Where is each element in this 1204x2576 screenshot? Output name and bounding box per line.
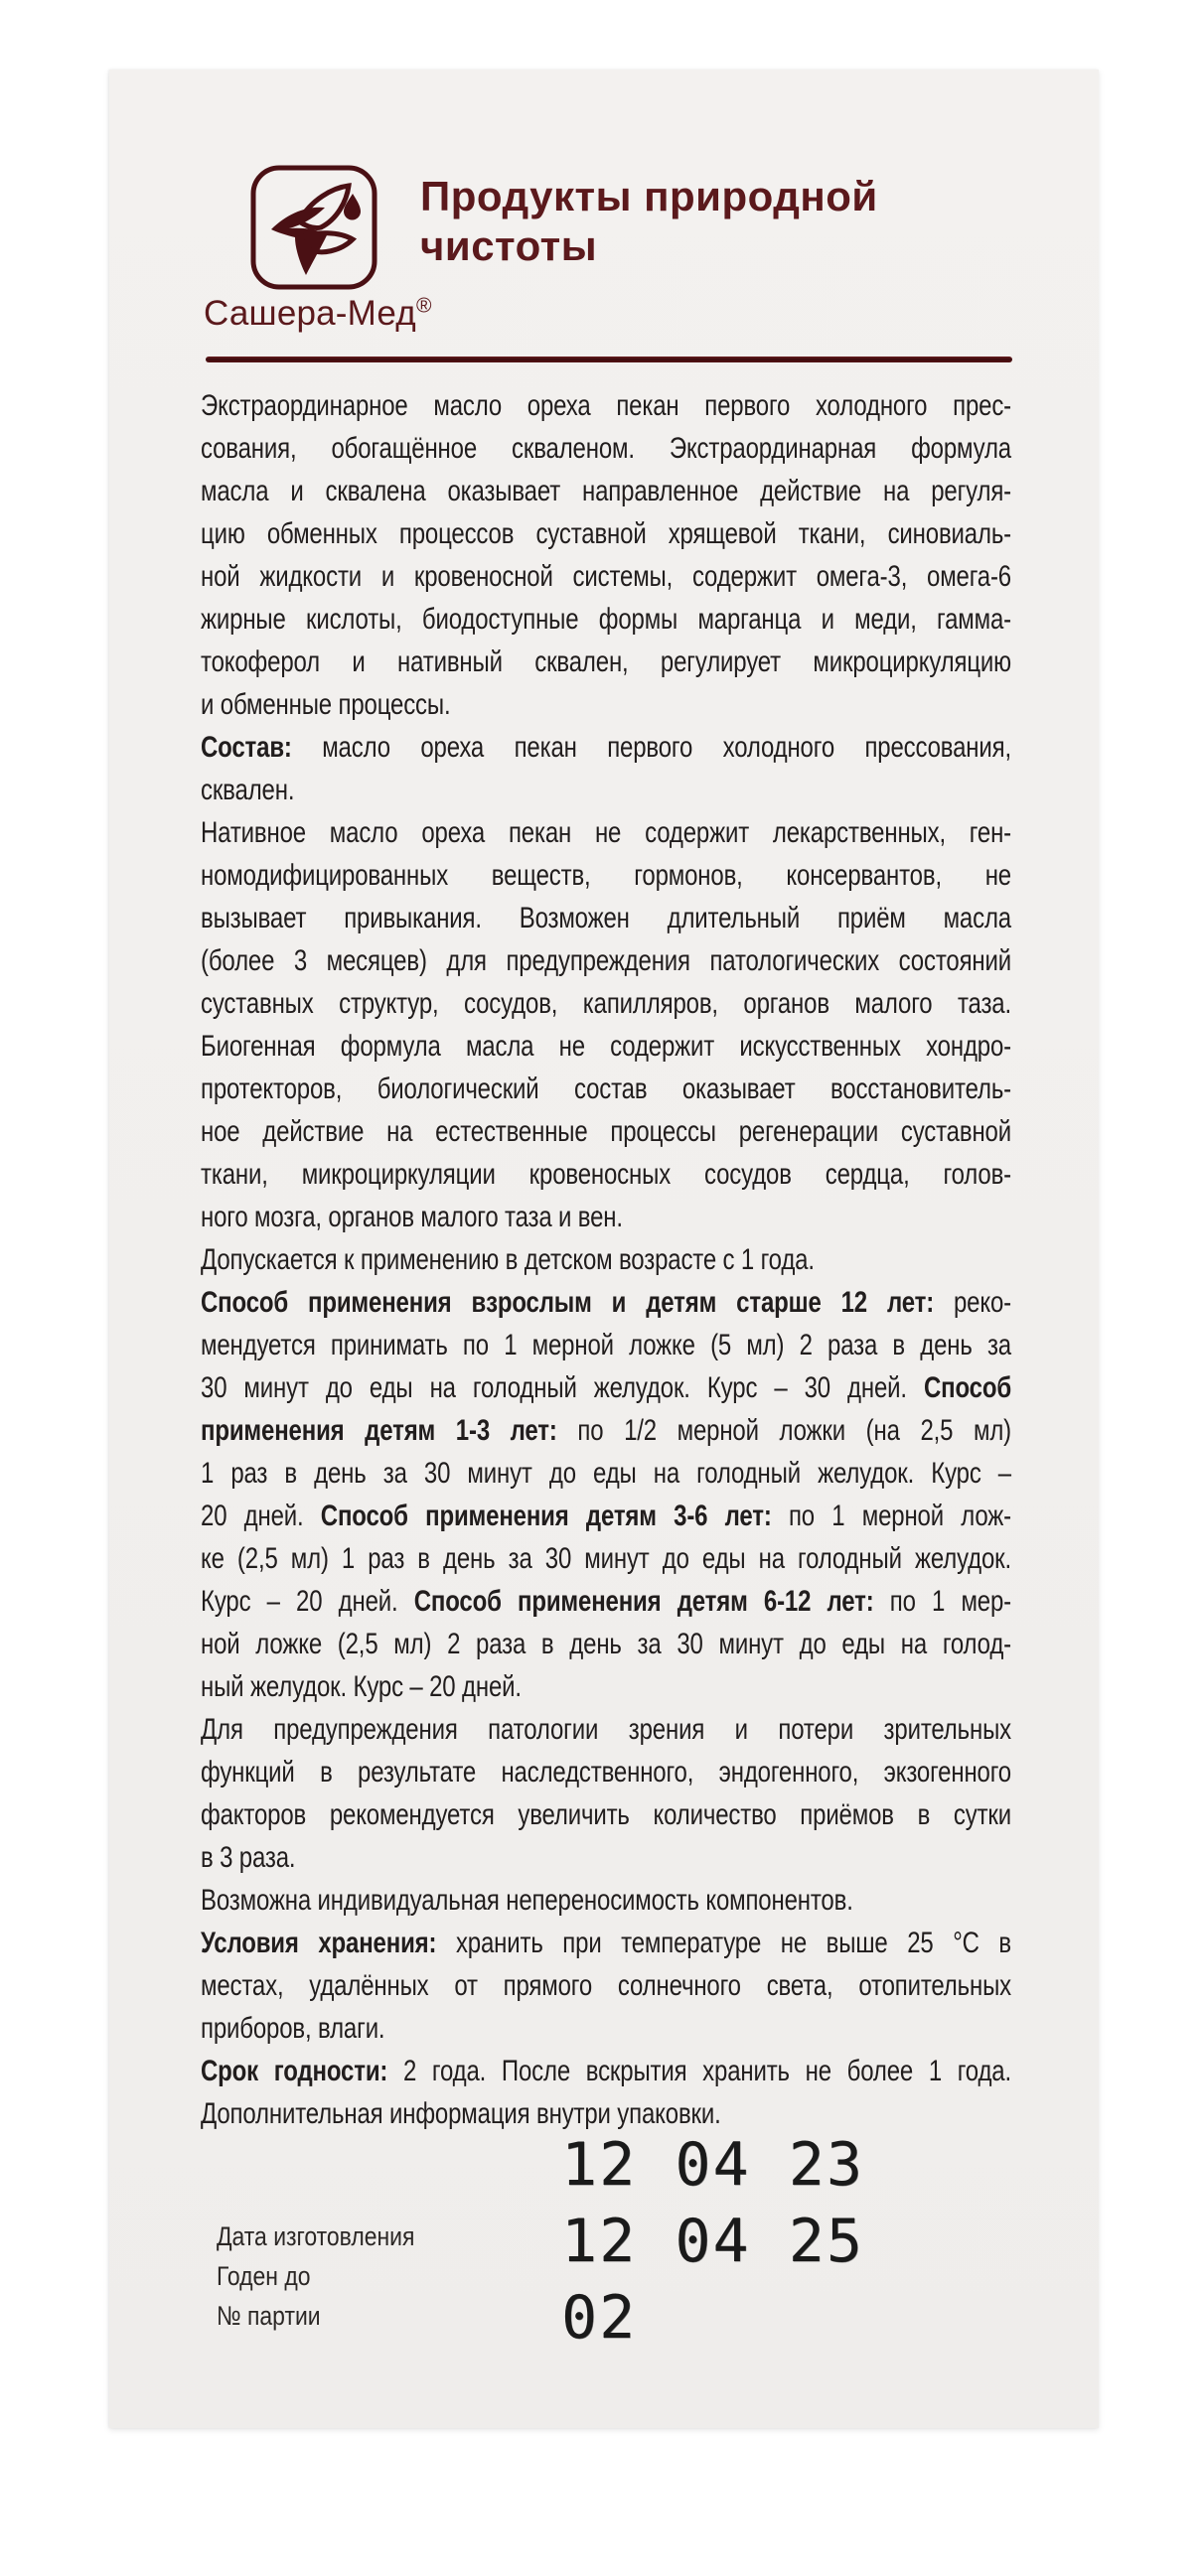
description-text (201, 384, 1011, 2135)
text-line: и обменные процессы. (201, 688, 451, 721)
text-line: номодифицированных веществ, гормонов, консервантов, не (201, 859, 1011, 892)
production-label: Годен до (217, 2261, 311, 2291)
text-line: Дополнительная информация внутри упаковки. (201, 2097, 721, 2130)
text-line: ной жидкости и кровеносной системы, содержит омега-3, омега-6 (201, 560, 1011, 593)
header-divider (206, 357, 1012, 362)
stamp-value: 12 04 23 (561, 2130, 864, 2200)
text-line: Нативное масло ореха пекан не содержит лекарственных, ген- (201, 816, 1011, 849)
text-line: сования, обогащённое скваленом. Экстраординарная формула (201, 432, 1011, 465)
text-line: сквален. (201, 774, 295, 806)
brand-tagline-line1: Продукты природной (420, 173, 878, 219)
text-line: Состав: масло ореха пекан первого холодного прессования, (201, 731, 1011, 764)
text-line: Возможна индивидуальная непереносимость компонентов. (201, 1884, 853, 1917)
text-line: суставных структур, сосудов, капилляров, органов малого таза. (201, 987, 1011, 1020)
brand-tagline (420, 172, 878, 271)
text-line: протекторов, биологический состав оказывает восстановитель- (201, 1073, 1011, 1105)
text-line: вызывает привыкания. Возможен длительный приём масла (201, 902, 1011, 934)
brand-logo (249, 164, 378, 291)
text-line: 30 минут до еды на голодный желудок. Курс – 30 дней. Способ (201, 1371, 1011, 1404)
text-line: жирные кислоты, биодоступные формы марганца и меди, гамма- (201, 603, 1011, 636)
text-line: токоферол и нативный сквален, регулирует микроциркуляцию (201, 645, 1011, 678)
brand-name: Сашера-Мед® (204, 294, 432, 333)
text-line: в 3 раза. (201, 1841, 296, 1874)
text-line: ной ложке (2,5 мл) 2 раза в день за 30 минут до еды на голод- (201, 1628, 1011, 1660)
package-panel (109, 70, 1099, 2428)
text-line: Способ применения взрослым и детям старше 12 лет: реко- (201, 1286, 1011, 1319)
text-line: Допускается к применению в детском возрасте с 1 года. (201, 1243, 815, 1276)
text-line: Биогенная формула масла не содержит искусственных хондро- (201, 1030, 1011, 1063)
production-stamps (561, 2127, 864, 2357)
text-line: мендуется принимать по 1 мерной ложке (5 мл) 2 раза в день за (201, 1329, 1011, 1361)
production-label: Дата изготовления (217, 2221, 415, 2251)
text-line: факторов рекомендуется увеличить количество приёмов в сутки (201, 1798, 1011, 1831)
text-line: ткани, микроциркуляции кровеносных сосудов сердца, голов- (201, 1158, 1011, 1191)
text-line: Курс – 20 дней. Способ применения детям 6-12 лет: по 1 мер- (201, 1585, 1011, 1618)
text-line: применения детям 1-3 лет: по 1/2 мерной ложки (на 2,5 мл) (201, 1414, 1012, 1447)
text-line: ный желудок. Курс – 20 дней. (201, 1670, 522, 1703)
text-line: (более 3 месяцев) для предупреждения патологических состояний (201, 944, 1011, 977)
brand-tagline-line2: чистоты (420, 222, 598, 269)
text-line: Экстраординарное масло ореха пекан первого холодного прес- (201, 389, 1011, 422)
text-line: ное действие на естественные процессы регенерации суставной (201, 1115, 1011, 1148)
text-line: 20 дней. Способ применения детям 3-6 лет: по 1 мерной лож- (201, 1500, 1011, 1532)
registered-trademark-symbol: ® (415, 294, 432, 318)
leaf-drop-icon (249, 164, 378, 291)
production-label: № партии (217, 2301, 321, 2331)
stamp-value: 02 (561, 2283, 638, 2353)
production-labels (217, 2217, 504, 2336)
text-line: местах, удалённых от прямого солнечного света, отопительных (201, 1969, 1011, 2002)
text-line: Для предупреждения патологии зрения и потери зрительных (201, 1713, 1011, 1746)
text-line: ного мозга, органов малого таза и вен. (201, 1201, 623, 1233)
text-line: Условия хранения: хранить при температуре не выше 25 °С в (201, 1927, 1011, 1959)
text-line: Срок годности: 2 года. После вскрытия хранить не более 1 года. (201, 2055, 1011, 2087)
text-line: 1 раз в день за 30 минут до еды на голодный желудок. Курс – (201, 1457, 1011, 1490)
text-line: функций в результате наследственного, эндогенного, экзогенного (201, 1756, 1011, 1789)
text-line: цию обменных процессов суставной хрящевой ткани, синовиаль- (201, 517, 1011, 550)
text-line: приборов, влаги. (201, 2012, 385, 2045)
text-line: масла и сквалена оказывает направленное действие на регуля- (201, 475, 1011, 507)
stamp-value: 12 04 25 (561, 2207, 864, 2276)
text-line: ке (2,5 мл) 1 раз в день за 30 минут до еды на голодный желудок. (201, 1542, 1011, 1575)
